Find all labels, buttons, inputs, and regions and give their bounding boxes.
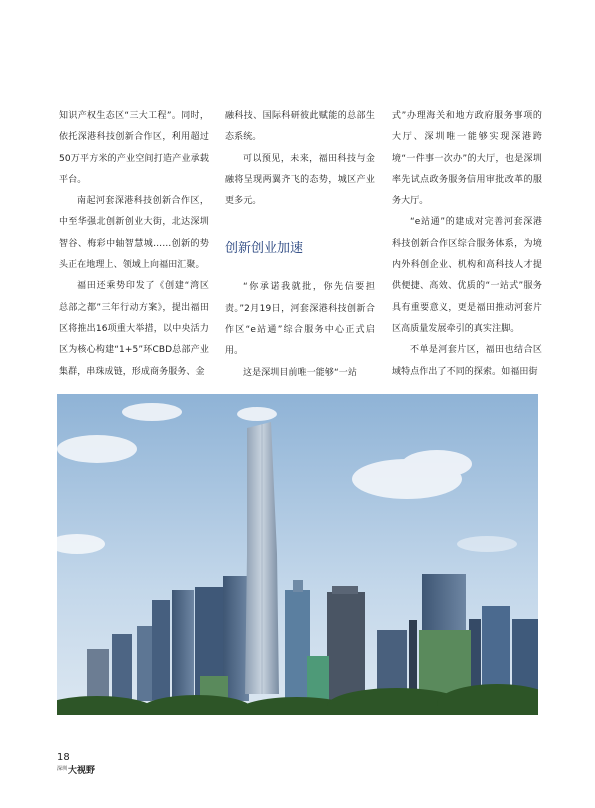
paragraph: 式”办理海关和地方政府服务事项的大厅、深圳唯一能够实现深港跨境“一件事一次办”的大厅，也是深圳率先试点政务服务信用审批改革的服务大厅。 xyxy=(392,111,542,207)
paragraph: 知识产权生态区“三大工程”。同时，依托深港科技创新合作区，利用超过50万平方米的产业空间打造产业承载平台。 xyxy=(59,111,209,185)
page-number: 18 xyxy=(57,752,70,763)
text-column-2 xyxy=(225,106,375,384)
skyline-illustration xyxy=(57,394,538,715)
paragraph: 南起河套深港科技创新合作区，中至华强北创新创业大街，北达深圳智谷、梅彩中轴智慧城……创新的势头正在地理上、领域上向福田汇聚。 xyxy=(59,196,209,271)
magazine-logo-small: 深圳 xyxy=(57,766,68,772)
text-column-1 xyxy=(59,106,209,383)
section-heading: 创新创业加速 xyxy=(225,241,304,257)
paragraph: 福田还乘势印发了《创建“湾区总部之都”三年行动方案》，提出福田区将推出16项重大举措，以中央活力区为核心构建“1+5”环CBD总部产业集群，串珠成链，形成商务服务、金 xyxy=(59,281,209,377)
magazine-logo-name: 大视野 xyxy=(68,766,96,776)
paragraph: 不单是河套片区，福田也结合区域特点作出了不同的探索。如福田街 xyxy=(392,345,542,377)
paragraph: 可以预见，未来，福田科技与金融将呈现两翼齐飞的态势，城区产业更多元。 xyxy=(225,153,375,207)
paragraph: 这是深圳目前唯一能够“一站 xyxy=(243,367,357,378)
text-column-3 xyxy=(392,106,542,383)
skyline-photo xyxy=(57,394,538,715)
paragraph: “你承诺我就批，你先信要担责。”2月19日，河套深港科技创新合作区“e站通”综合服务中心正式启用。 xyxy=(225,282,375,357)
magazine-logo xyxy=(57,764,95,777)
paragraph: “e站通”的建成对完善河套深港科技创新合作区综合服务体系，为境内外科创企业、机构和高科技人才提供便捷、高效、优质的“一站式”服务具有重要意义，更是福田推动河套片区高质量发展牵引的真实注脚。 xyxy=(392,217,542,334)
paragraph: 融科技、国际科研彼此赋能的总部生态系统。 xyxy=(225,111,375,143)
